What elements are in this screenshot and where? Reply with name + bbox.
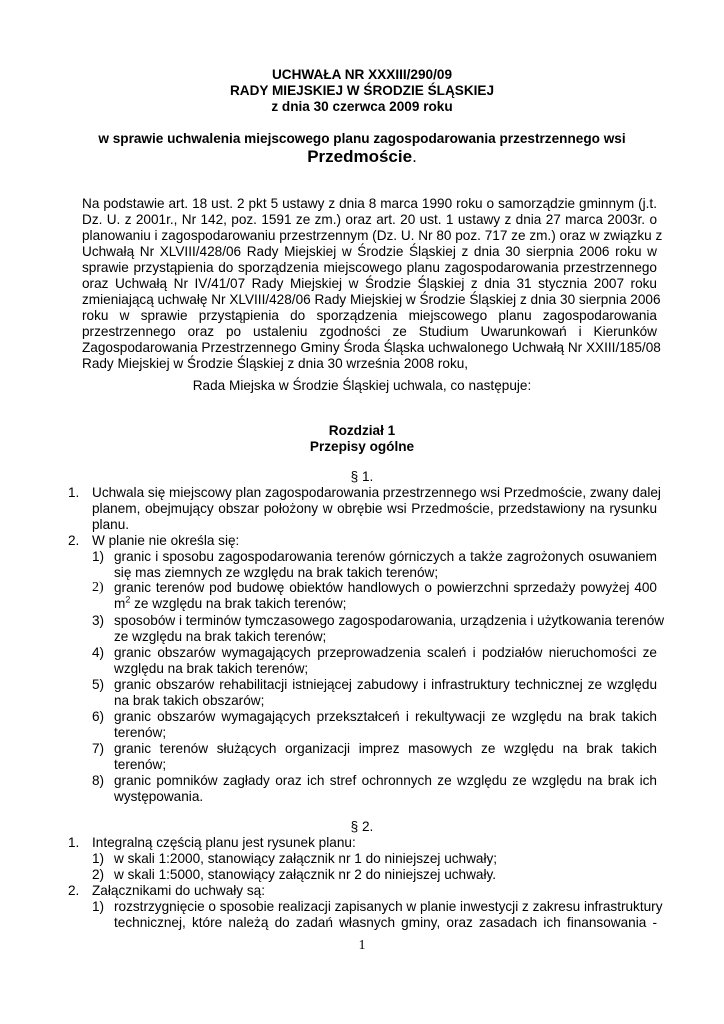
list-item-line: ze względu na brak takich terenów; [114,629,327,644]
list-item-line: terenów; [114,725,167,740]
paragraph-number: 2. [68,533,80,548]
chapter-number: Rozdział 1 [328,423,396,438]
list-item-number: 1) [92,899,105,914]
unit-superscript: 2 [125,594,131,605]
village-name-dot: . [412,147,417,166]
paragraph-line: planu. [92,517,130,532]
chapter-title: Przepisy ogólne [309,439,415,454]
preamble-line: Zagospodarowania Przestrzennego Gminy Środa Śląska uchwalonego Uchwałą Nr XXIII/185/08 [82,340,661,355]
paragraph-line: planem, obejmujący obszar położony w obrębie wsi Przedmoście, przedstawiony na rysunku [92,501,657,516]
preamble-line: przestrzennego oraz po ustaleniu zgodności ze Studium Uwarunkowań i Kierunków [82,324,657,339]
paragraph-line: Uchwala się miejscowy plan zagospodarowania przestrzennego wsi Przedmoście, zwany dalej [92,485,661,500]
list-item-line: granic i sposobu zagospodarowania terenów górniczych a także zagrożonych osuwaniem [114,549,657,564]
preamble-line: Na podstawie art. 18 ust. 2 pkt 5 ustawy z dnia 8 marca 1990 roku o samorządzie gminnym (j.t. [82,196,657,211]
list-item-line: granic pomników zagłady oraz ich stref ochronnych ze względu ze względu na brak ich [114,773,657,788]
resolution-statement: Rada Miejska w Środzie Śląskiej uchwala, co następuje: [192,378,532,393]
list-item-line: terenów; [114,757,167,772]
page-number: 1 [358,938,366,953]
list-item-line: się mas ziemnych ze względu na brak takich terenów; [114,565,439,580]
resolution-title: UCHWAŁA NR XXXIII/290/09 [271,67,453,82]
section-symbol: § 1. [350,469,374,484]
preamble-line: planowaniu i zagospodarowaniu przestrzennym (Dz. U. Nr 80 poz. 717 ze zm.) oraz w związku z [82,228,663,243]
list-item-number: 7) [92,741,105,756]
list-item-line: sposobów i terminów tymczasowego zagospodarowania, urządzenia i użytkowania terenów [114,613,665,628]
list-item-line: granic obszarów wymagających przeprowadzenia scaleń i podziałów nieruchomości ze [114,645,657,660]
paragraph-number: 1. [68,485,80,500]
council-name: RADY MIEJSKIEJ W ŚRODZIE ŚLĄSKIEJ [229,83,495,98]
list-item-line: granic obszarów rehabilitacji istniejącej zabudowy i infrastruktury technicznej ze względu [114,677,657,692]
list-item-line: rozstrzygnięcie o sposobie realizacji zapisanych w planie inwestycji z zakresu infrastruktury [114,899,663,914]
paragraph-number: 2. [68,883,80,898]
village-name-line [0,146,724,169]
list-item-number: 4) [92,645,105,660]
list-item-line [114,596,346,612]
list-item-number: 3) [92,613,105,628]
preamble-line: sprawie przystąpienia do sporządzenia miejscowego planu zagospodarowania przestrzennego [82,260,657,275]
paragraph-intro: Załącznikami do uchwały są: [92,883,266,898]
list-item-number: 8) [92,773,105,788]
list-item-number: 2) [92,580,104,595]
resolution-subject: w sprawie uchwalenia miejscowego planu zagospodarowania przestrzennego wsi [98,131,626,146]
section-symbol: § 2. [350,819,374,834]
list-item-line: na brak takich obszarów; [114,693,265,708]
list-item-line: występowania. [114,789,204,804]
village-name: Przedmoście [307,147,413,166]
paragraph-intro: W planie nie określa się: [92,533,240,548]
list-item-line: granic terenów służących organizacji imprez masowych ze względu na brak takich [114,741,657,756]
unit-rest: ze względu na brak takich terenów; [130,596,347,611]
list-item-line: technicznej, które należą do zadań własnych gminy, oraz zasadach ich finansowania - [114,915,657,930]
list-item-line: granic obszarów wymagających przekształceń i rekultywacji ze względu na brak takich [114,709,657,724]
list-item-number: 2) [92,867,105,882]
list-item-line: w skali 1:5000, stanowiący załącznik nr 2 do niniejszej uchwały. [114,867,497,882]
paragraph-number: 1. [68,835,80,850]
list-item-line: granic terenów pod budowę obiektów handlowych o powierzchni sprzedaży powyżej 400 [114,580,657,595]
preamble-line: roku w sprawie przystąpienia do sporządzenia miejscowego planu zagospodarowania [82,308,657,323]
list-item-line: względu na brak takich terenów; [114,661,309,676]
list-item-number: 5) [92,677,105,692]
preamble-line: Uchwałą Nr XLVIII/428/06 Rady Miejskiej w Środzie Śląskiej z dnia 30 sierpnia 2006 roku w [82,244,657,259]
list-item-number: 6) [92,709,105,724]
preamble-line: Rady Miejskiej w Środzie Śląskiej z dnia 30 września 2008 roku, [82,356,469,371]
list-item-number: 1) [92,851,105,866]
list-item-number: 1) [92,549,105,564]
list-item-line: w skali 1:2000, stanowiący załącznik nr 1 do niniejszej uchwały; [114,851,498,866]
preamble-line: Dz. U. z 2001r., Nr 142, poz. 1591 ze zm.) oraz art. 20 ust. 1 ustawy z dnia 27 marca 2003r. o [82,212,657,227]
preamble-line: oraz Uchwałą Nr IV/41/07 Rady Miejskiej w Środzie Śląskiej z dnia 31 stycznia 2007 roku [82,276,657,291]
paragraph-intro: Integralną częścią planu jest rysunek planu: [92,835,356,850]
unit-m: m [114,596,126,611]
resolution-date: z dnia 30 czerwca 2009 roku [271,99,453,114]
preamble-line: zmieniającą uchwałę Nr XLVIII/428/06 Rady Miejskiej w Środzie Śląskiej z dnia 30 sierpnia 2006 [82,292,661,307]
